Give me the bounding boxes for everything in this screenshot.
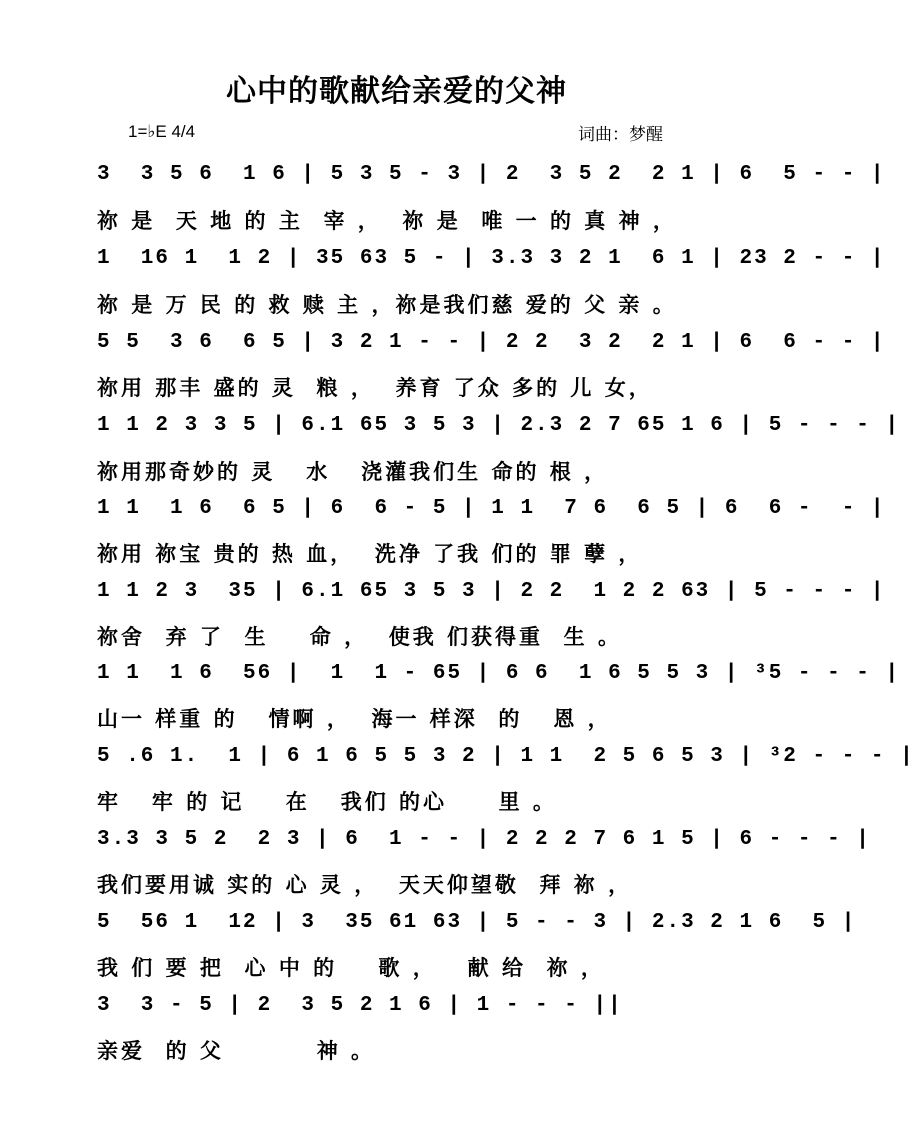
notation-line: 1 1 2 3 3 5 | 6.1 65 3 5 3 | 2.3 2 7 65 1 6 | 5 - - - | — [97, 414, 901, 437]
lyric-line: 牢 牢 的 记 在 我们 的心 里 。 — [97, 790, 557, 814]
notation-line: 3 3 5 6 1 6 | 5 3 5 - 3 | 2 3 5 2 2 1 | 6 5 - - | — [97, 163, 886, 186]
lyric-line: 祢舍 弃 了 生 命 ， 使我 们获得重 生 。 — [97, 625, 622, 649]
notation-line: 1 1 2 3 35 | 6.1 65 3 5 3 | 2 2 1 2 2 63 | 5 - - - | — [97, 580, 886, 603]
notation-line: 5 5 3 6 6 5 | 3 2 1 - - | 2 2 3 2 2 1 | 6 6 - - | — [97, 331, 886, 354]
lyric-line: 祢用 祢宝 贵的 热 血， 洗净 了我 们的 罪 孽 ， — [97, 542, 643, 566]
song-title: 心中的歌献给亲爱的父神 — [226, 74, 567, 109]
lyric-line: 祢用那奇妙的 灵 水 浇灌我们生 命的 根 ， — [97, 460, 609, 484]
lyric-line: 我 们 要 把 心 中 的 歌 ， 献 给 祢 ， — [97, 956, 605, 980]
lyric-line: 祢用 那丰 盛的 灵 粮 ， 养育 了众 多的 儿 女， — [97, 376, 653, 400]
notation-line: 1 1 1 6 6 5 | 6 6 - 5 | 1 1 7 6 6 5 | 6 6 - - | — [97, 497, 886, 520]
notation-line: 5 .6 1. 1 | 6 1 6 5 5 3 2 | 1 1 2 5 6 5 3 | ³2 - - - | — [97, 745, 915, 768]
lyric-line: 山一 样重 的 情啊 ， 海一 样深 的 恩 ， — [97, 707, 612, 731]
lyric-line: 我们要用诚 实的 心 灵 ， 天天仰望敬 拜 祢 ， — [97, 873, 633, 897]
notation-line: 1 1 1 6 56 | 1 1 - 65 | 6 6 1 6 5 5 3 | ³5 - - - | — [97, 662, 901, 685]
lyric-line: 祢 是 天 地 的 主 宰 ， 祢 是 唯 一 的 真 神 ， — [97, 209, 677, 233]
lyric-line: 祢 是 万 民 的 救 赎 主 ，祢是我们慈 爱的 父 亲 。 — [97, 293, 677, 317]
notation-line: 3.3 3 5 2 2 3 | 6 1 - - | 2 2 2 7 6 1 5 | 6 - - - | — [97, 828, 871, 851]
author-credit: 词曲：梦醒 — [578, 125, 663, 145]
key-signature: 1=♭E 4/4 — [128, 122, 196, 141]
notation-line: 5 56 1 12 | 3 35 61 63 | 5 - - 3 | 2.3 2 1 6 5 | — [97, 911, 857, 934]
notation-line: 1 16 1 1 2 | 35 63 5 - | 3.3 3 2 1 6 1 | 23 2 - - | — [97, 247, 886, 270]
notation-line: 3 3 - 5 | 2 3 5 2 1 6 | 1 - - - || — [97, 994, 623, 1017]
lyric-line: 亲爱 的 父 神 。 — [97, 1039, 376, 1063]
